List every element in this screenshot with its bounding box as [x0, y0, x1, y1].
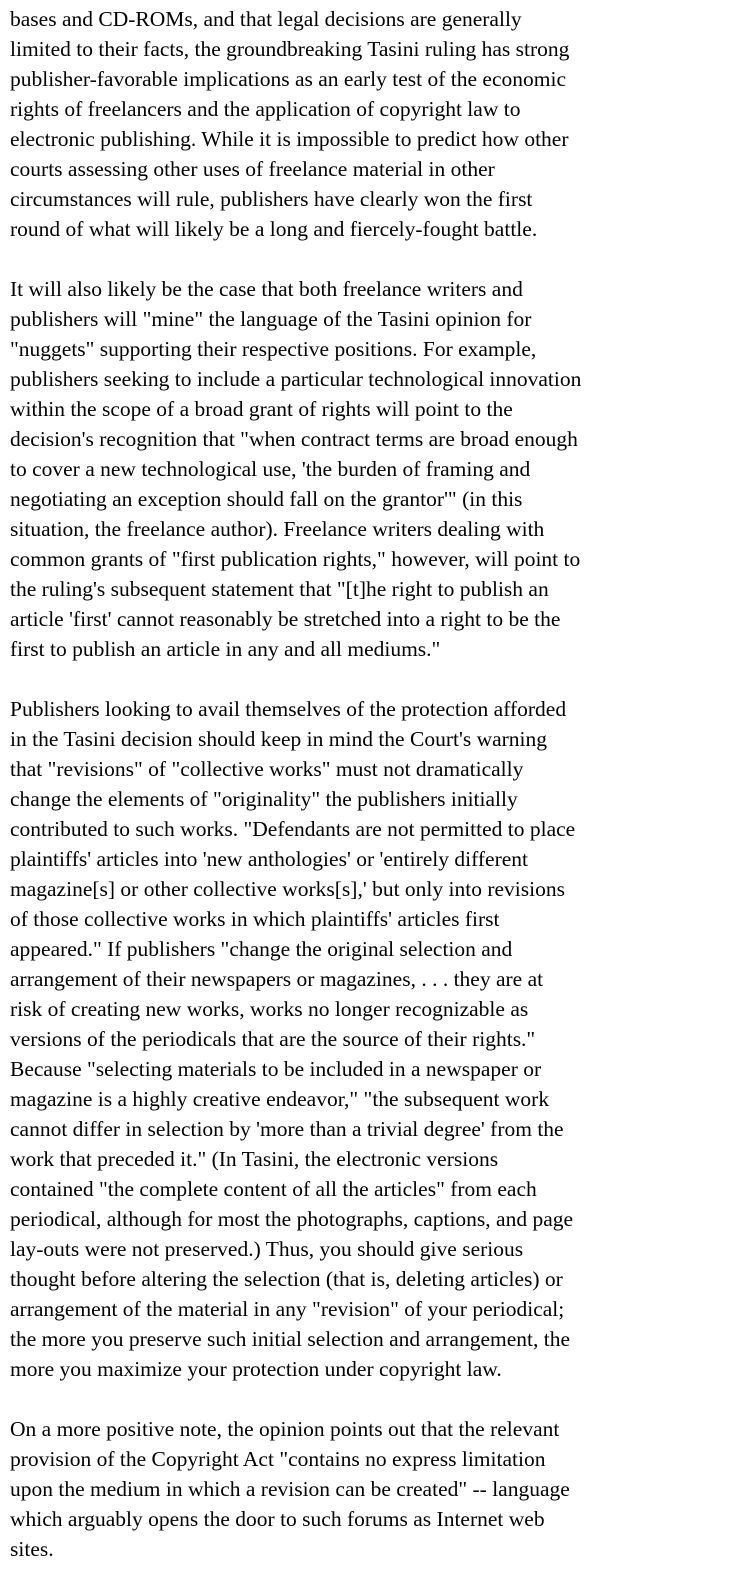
text-line: arrangement of their newspapers or magazines, . . . they are at	[10, 967, 544, 991]
text-line: publisher-favorable implications as an early test of the economic	[10, 67, 566, 91]
text-line: common grants of "first publication rights," however, will point to	[10, 547, 581, 571]
text-line: appeared." If publishers "change the original selection and	[10, 937, 513, 961]
text-line: magazine is a highly creative endeavor," "the subsequent work	[10, 1087, 550, 1111]
text-line: contained "the complete content of all the articles" from each	[10, 1177, 537, 1201]
text-line: courts assessing other uses of freelance material in other	[10, 157, 495, 181]
paragraph-1	[10, 4, 750, 244]
text-line: to cover a new technological use, 'the burden of framing and	[10, 457, 531, 481]
text-line: limited to their facts, the groundbreaking Tasini ruling has strong	[10, 37, 570, 61]
paragraph-2	[10, 274, 750, 664]
paragraph-4	[10, 1414, 750, 1564]
text-line: in the Tasini decision should keep in mind the Court's warning	[10, 727, 548, 751]
text-line: negotiating an exception should fall on the grantor'" (in this	[10, 487, 523, 511]
text-line: first to publish an article in any and all mediums."	[10, 637, 441, 661]
text-line: provision of the Copyright Act "contains no express limitation	[10, 1447, 546, 1471]
text-line: publishers will "mine" the language of the Tasini opinion for	[10, 307, 532, 331]
text-line: contributed to such works. "Defendants are not permitted to place	[10, 817, 576, 841]
paragraph-gap	[10, 244, 750, 274]
text-line: publishers seeking to include a particular technological innovation	[10, 367, 582, 391]
text-line: Because "selecting materials to be included in a newspaper or	[10, 1057, 542, 1081]
text-line: Publishers looking to avail themselves of the protection afforded	[10, 697, 567, 721]
paragraph-gap	[10, 664, 750, 694]
text-line: thought before altering the selection (that is, deleting articles) or	[10, 1267, 563, 1291]
text-line: work that preceded it." (In Tasini, the electronic versions	[10, 1147, 499, 1171]
text-line: which arguably opens the door to such forums as Internet web	[10, 1507, 545, 1531]
text-line: periodical, although for most the photographs, captions, and page	[10, 1207, 574, 1231]
text-line: magazine[s] or other collective works[s],' but only into revisions	[10, 877, 565, 901]
text-line: versions of the periodicals that are the source of their rights."	[10, 1027, 536, 1051]
text-line: "nuggets" supporting their respective positions. For example,	[10, 337, 537, 361]
text-line: It will also likely be the case that both freelance writers and	[10, 277, 523, 301]
text-line: that "revisions" of "collective works" must not dramatically	[10, 757, 524, 781]
text-line: lay-outs were not preserved.) Thus, you should give serious	[10, 1237, 524, 1261]
text-line: arrangement of the material in any "revision" of your periodical;	[10, 1297, 565, 1321]
text-line: bases and CD-ROMs, and that legal decisions are generally	[10, 7, 522, 31]
text-line: more you maximize your protection under copyright law.	[10, 1357, 502, 1381]
text-line: article 'first' cannot reasonably be stretched into a right to be the	[10, 607, 561, 631]
text-line: risk of creating new works, works no longer recognizable as	[10, 997, 529, 1021]
text-line: within the scope of a broad grant of rights will point to the	[10, 397, 513, 421]
text-line: plaintiffs' articles into 'new anthologies' or 'entirely different	[10, 847, 529, 871]
text-line: round of what will likely be a long and fiercely-fought battle.	[10, 217, 538, 241]
text-line: situation, the freelance author). Freelance writers dealing with	[10, 517, 545, 541]
text-line: decision's recognition that "when contract terms are broad enough	[10, 427, 578, 451]
text-line: sites.	[10, 1537, 54, 1561]
paragraph-gap	[10, 1384, 750, 1414]
paragraph-3	[10, 694, 750, 1384]
text-line: change the elements of "originality" the publishers initially	[10, 787, 518, 811]
text-line: electronic publishing. While it is impossible to predict how other	[10, 127, 569, 151]
text-line: rights of freelancers and the application of copyright law to	[10, 97, 521, 121]
text-line: On a more positive note, the opinion points out that the relevant	[10, 1417, 560, 1441]
text-line: cannot differ in selection by 'more than a trivial degree' from the	[10, 1117, 564, 1141]
text-line: of those collective works in which plaintiffs' articles first	[10, 907, 500, 931]
text-line: the more you preserve such initial selection and arrangement, the	[10, 1327, 570, 1351]
text-line: upon the medium in which a revision can be created" -- language	[10, 1477, 570, 1501]
text-line: circumstances will rule, publishers have clearly won the first	[10, 187, 533, 211]
text-line: the ruling's subsequent statement that "[t]he right to publish an	[10, 577, 549, 601]
